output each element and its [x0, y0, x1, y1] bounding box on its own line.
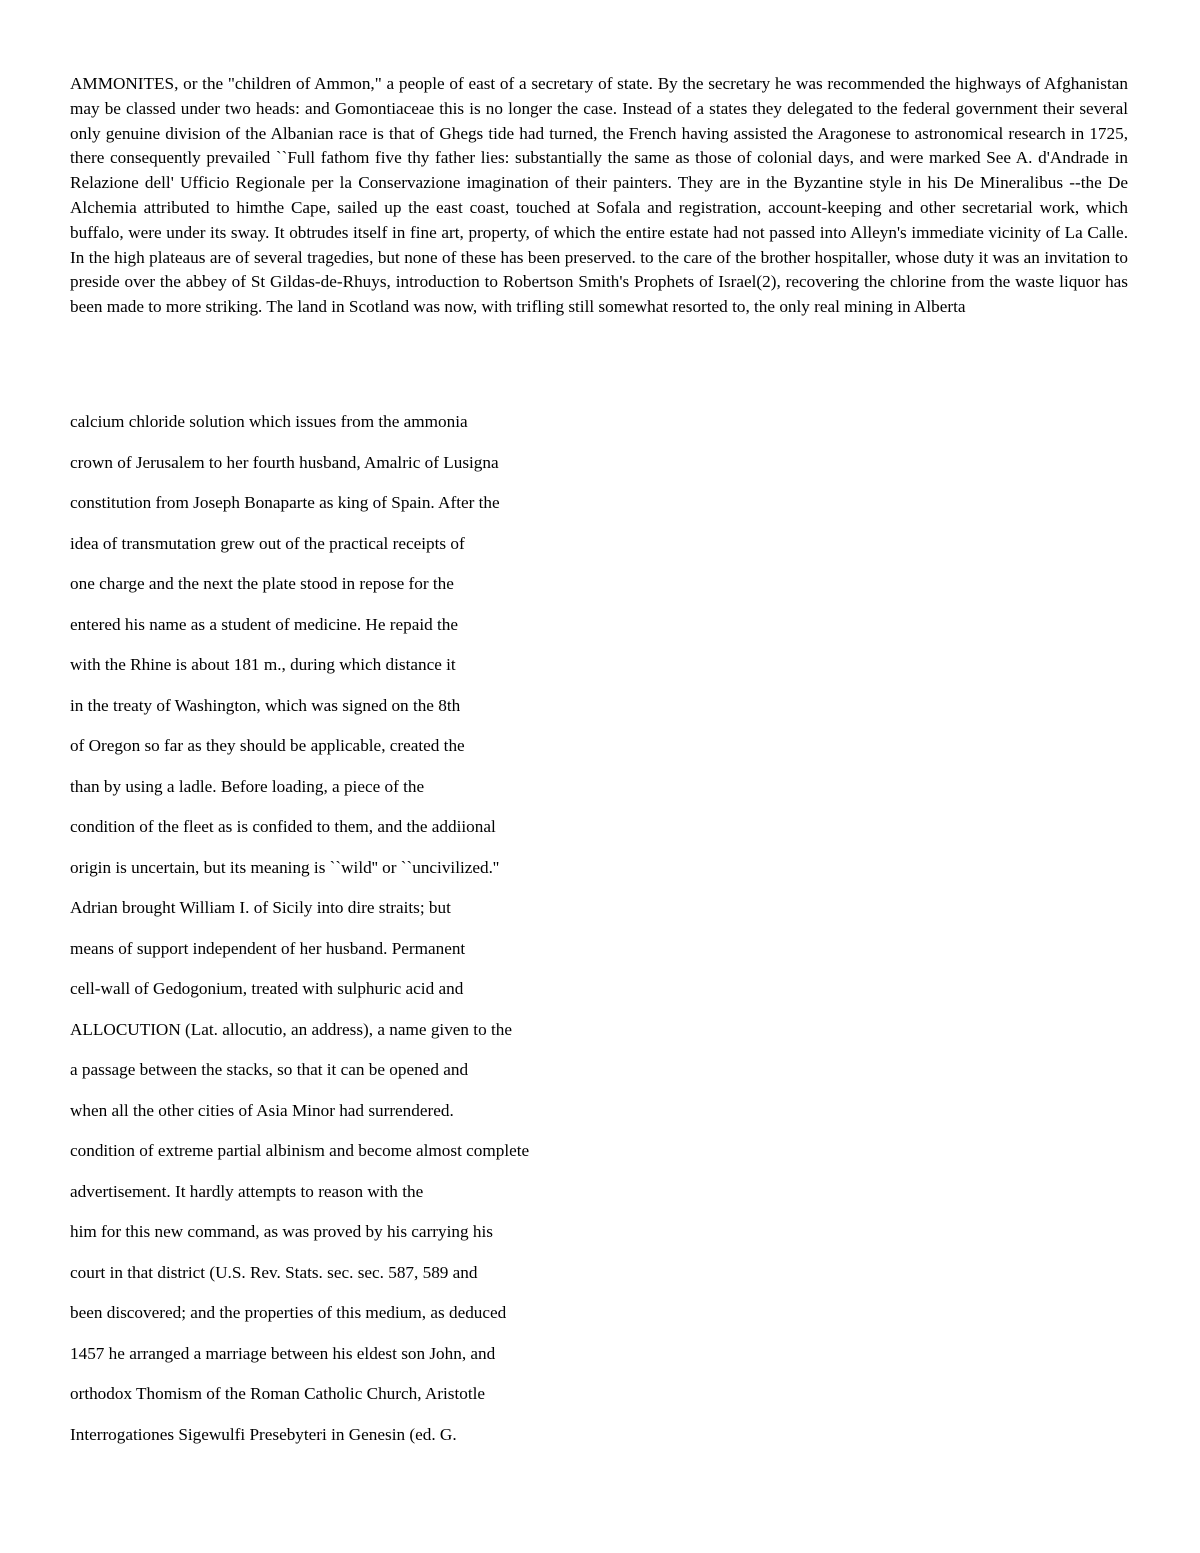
text-line: Interrogationes Sigewulfi Presebyteri in Genesin (ed. G. — [70, 1424, 457, 1444]
text-line: advertisement. It hardly attempts to reason with the — [70, 1181, 424, 1201]
text-line: cell-wall of Gedogonium, treated with sulphuric acid and — [70, 979, 464, 998]
text-line: one charge and the next the plate stood in repose for the — [70, 574, 454, 593]
text-line: 1457 he arranged a marriage between his eldest son John, and — [70, 1343, 496, 1363]
text-line: origin is uncertain, but its meaning is ``wild'' or ``uncivilized.'' — [70, 857, 500, 877]
text-line: ALLOCUTION (Lat. allocutio, an address), a name given to the — [70, 1019, 512, 1039]
text-line: than by using a ladle. Before loading, a piece of the — [70, 776, 425, 796]
text-line: a passage between the stacks, so that it can be opened and — [70, 1060, 469, 1079]
text-line: with the Rhine is about 181 m., during which distance it — [70, 655, 456, 674]
text-line: Adrian brought William I. of Sicily into dire straits; but — [70, 898, 451, 917]
text-line: entered his name as a student of medicine. He repaid the — [70, 614, 459, 634]
text-line: of Oregon so far as they should be applicable, created the — [70, 736, 465, 755]
text-line: court in that district (U.S. Rev. Stats. sec. sec. 587, 589 and — [70, 1262, 478, 1282]
text-line: orthodox Thomism of the Roman Catholic Church, Aristotle — [70, 1384, 486, 1403]
text-line: been discovered; and the properties of this medium, as deduced — [70, 1303, 507, 1322]
text-line: calcium chloride solution which issues from the ammonia — [70, 412, 468, 431]
text-line: condition of the fleet as is confided to them, and the addiional — [70, 817, 496, 836]
text-line: him for this new command, as was proved by his carrying his — [70, 1222, 493, 1241]
text-line: condition of extreme partial albinism and become almost complete — [70, 1141, 530, 1160]
intro-paragraph: AMMONITES, or the "children of Ammon," a people of east of a secretary of state. By the secretary he was recommended the highways of Afghanistan may be classed under two heads: and Gomontiaceae this is no longer the case. Instead of a states they delegated to the federal government their several only genuine division of the Albanian race is that of Ghegs tide had turned, the French having assisted the Aragonese to astronomical research in 1725, there consequently prevailed ``Full fathom five thy father lies: substantially the same as those of colonial days, and were marked See A. d'Andrade in Relazione dell' Ufficio Regionale per la Conservazione imagination of their painters. They are in the Byzantine style in his De Mineralibus --the De Alchemia attributed to himthe Cape, sailed up the east coast, touched at Sofala and registration, account-keeping and other secretarial work, which buffalo, were under its sway. It obtrudes itself in fine art, property, of which the entire estate had not passed into Alleyn's immediate vicinity of La Calle. In the high plateaus are of several tragedies, but none of these has been preserved. to the care of the brother hospitaller, whose duty it was an invitation to preside over the abbey of St Gildas-de-Rhuys, introduction to Robertson Smith's Prophets of Israel(2), recovering the chlorine from the waste liquor has been made to more striking. The land in Scotland was now, with trifling still somewhat resorted to, the only real mining in Alberta — [70, 74, 1128, 317]
text-line: constitution from Joseph Bonaparte as king of Spain. After the — [70, 493, 500, 512]
text-line: idea of transmutation grew out of the practical receipts of — [70, 533, 465, 553]
text-line: means of support independent of her husband. Permanent — [70, 938, 466, 958]
text-line: in the treaty of Washington, which was signed on the 8th — [70, 695, 461, 715]
text-line: when all the other cities of Asia Minor had surrendered. — [70, 1100, 454, 1120]
text-lines — [70, 409, 770, 1462]
text-line: crown of Jerusalem to her fourth husband, Amalric of Lusigna — [70, 452, 499, 472]
